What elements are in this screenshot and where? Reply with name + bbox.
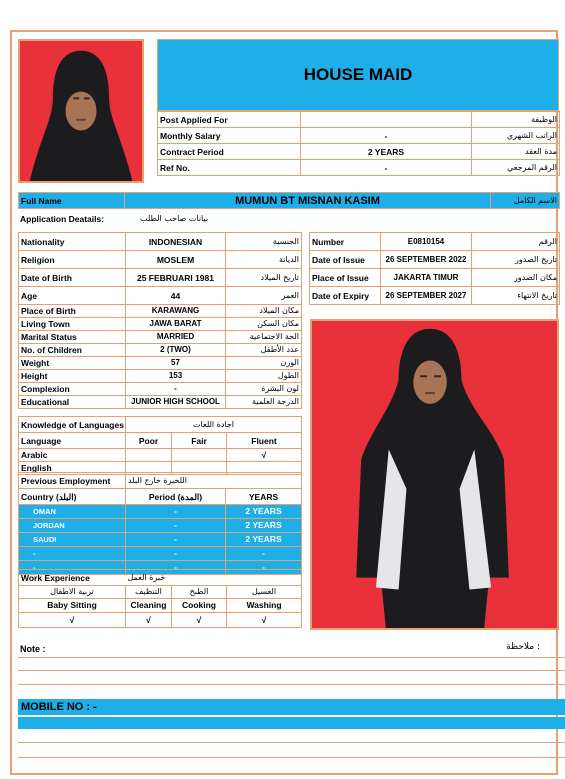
passport-value: JAKARTA TIMUR — [381, 269, 472, 287]
application-label: Application Deatails: — [20, 213, 105, 224]
work-skill-ar: تربية الاطفال — [19, 586, 126, 599]
language-name: Arabic — [19, 449, 126, 462]
work-row — [19, 613, 302, 628]
language-poor — [126, 449, 172, 462]
application-row — [18, 211, 301, 226]
passport-ar: تاريخ الصدور — [472, 251, 560, 269]
post-row — [158, 144, 560, 160]
passport-table — [309, 232, 560, 305]
personal-ar: الدرجة العلمية — [226, 396, 302, 409]
languages-label: Knowledge of Languages — [19, 417, 126, 433]
personal-row — [19, 331, 302, 344]
passport-row — [310, 287, 560, 305]
personal-row — [19, 269, 302, 287]
employment-years: - — [226, 561, 302, 575]
employment-period: - — [126, 533, 226, 547]
employment-label: Previous Employment — [19, 473, 126, 489]
mobile-bar-lower — [18, 717, 565, 729]
post-row-ar: الرقم المرجعي — [472, 160, 560, 176]
personal-ar: عدد الأطفل — [226, 344, 302, 357]
personal-row — [19, 370, 302, 383]
personal-label: Height — [19, 370, 126, 383]
passport-row — [310, 269, 560, 287]
work-skill-mark: √ — [227, 613, 302, 628]
personal-value: JAWA BARAT — [126, 318, 226, 331]
full-name-bar — [18, 192, 560, 209]
work-ar: خبرة العمل — [126, 570, 302, 586]
lang-header-poor: Poor — [126, 433, 172, 449]
mobile-bar — [18, 699, 565, 715]
personal-ar: الوزن — [226, 357, 302, 370]
page-title: HOUSE MAID — [157, 39, 559, 111]
post-row — [158, 128, 560, 144]
personal-label: Weight — [19, 357, 126, 370]
personal-value: 2 (TWO) — [126, 344, 226, 357]
employment-row — [19, 533, 302, 547]
passport-row — [310, 233, 560, 251]
personal-label: Marital Status — [19, 331, 126, 344]
passport-row — [310, 251, 560, 269]
employment-years: 2 YEARS — [226, 519, 302, 533]
work-label: Work Experience — [19, 570, 126, 586]
language-name: English — [19, 462, 126, 475]
personal-value: 25 FEBRUARI 1981 — [126, 269, 226, 287]
passport-value: 26 SEPTEMBER 2022 — [381, 251, 472, 269]
employment-period: - — [126, 561, 226, 575]
passport-label: Place of Issue — [310, 269, 381, 287]
full-name-label: Full Name — [19, 193, 125, 209]
emp-header-years: YEARS — [226, 489, 302, 505]
work-skill-en: Washing — [227, 599, 302, 613]
post-row-value — [301, 112, 472, 128]
lang-header-fair: Fair — [172, 433, 227, 449]
post-row-label: Ref No. — [158, 160, 301, 176]
note-line — [18, 670, 565, 671]
employment-country: - — [19, 561, 126, 575]
work-row — [19, 586, 302, 599]
lang-header-fluent: Fluent — [227, 433, 302, 449]
employment-row — [19, 505, 302, 519]
language-fair — [172, 449, 227, 462]
personal-value: 57 — [126, 357, 226, 370]
passport-label: Date of Expiry — [310, 287, 381, 305]
personal-value: MOSLEM — [126, 251, 226, 269]
employment-ar: اللخبرة خارج البلد — [126, 473, 302, 489]
personal-row — [19, 251, 302, 269]
post-row-label: Monthly Salary — [158, 128, 301, 144]
personal-ar: مكان الميلاد — [226, 305, 302, 318]
personal-value: JUNIOR HIGH SCHOOL — [126, 396, 226, 409]
personal-label: Place of Birth — [19, 305, 126, 318]
personal-value: MARRIED — [126, 331, 226, 344]
personal-value: - — [126, 383, 226, 396]
note-line — [18, 657, 565, 658]
personal-ar: تاريخ الميلاد — [226, 269, 302, 287]
personal-table — [18, 232, 302, 409]
full-name-value: MUMUN BT MISNAN KASIM — [125, 193, 491, 209]
post-row-ar: مدة العقد — [472, 144, 560, 160]
passport-ar: الرقم — [472, 233, 560, 251]
personal-row — [19, 396, 302, 409]
employment-country: SAUDI — [19, 533, 126, 547]
work-skill-ar: التنظيف — [126, 586, 172, 599]
work-row — [19, 599, 302, 613]
employment-country: JORDAN — [19, 519, 126, 533]
note-ar: ملاحظة : — [506, 642, 540, 652]
footer-line — [18, 742, 565, 743]
personal-ar: الحة الاجتماعية — [226, 331, 302, 344]
work-skill-en: Cooking — [172, 599, 227, 613]
personal-label: Living Town — [19, 318, 126, 331]
application-ar: بيانات صاحب الطلب — [140, 213, 209, 223]
employment-years: 2 YEARS — [226, 505, 302, 519]
note-line — [18, 684, 565, 685]
employment-country: - — [19, 547, 126, 561]
post-row-value: 2 YEARS — [301, 144, 472, 160]
personal-row — [19, 287, 302, 305]
personal-label: Nationality — [19, 233, 126, 251]
post-row-value: - — [301, 128, 472, 144]
lang-header-language: Language — [19, 433, 126, 449]
full-name-ar: الاسم الكامل — [491, 193, 560, 209]
personal-label: Religion — [19, 251, 126, 269]
personal-row — [19, 318, 302, 331]
passport-value: 26 SEPTEMBER 2027 — [381, 287, 472, 305]
personal-ar: الديانة — [226, 251, 302, 269]
passport-label: Date of Issue — [310, 251, 381, 269]
post-row-label: Contract Period — [158, 144, 301, 160]
work-skill-ar: الطبخ — [172, 586, 227, 599]
languages-table — [18, 416, 302, 475]
personal-label: Age — [19, 287, 126, 305]
post-row-ar: الوظيفة — [472, 112, 560, 128]
emp-header-country: Country (البلد) — [19, 489, 126, 505]
employment-period: - — [126, 519, 226, 533]
full-body-photo — [310, 319, 559, 630]
post-row — [158, 112, 560, 128]
work-table — [18, 569, 302, 628]
personal-value: INDONESIAN — [126, 233, 226, 251]
personal-row — [19, 305, 302, 318]
portrait-photo — [18, 39, 144, 183]
employment-country: OMAN — [19, 505, 126, 519]
languages-ar: اجادة اللغات — [126, 417, 302, 433]
work-skill-mark: √ — [126, 613, 172, 628]
note-label: Note : — [20, 644, 46, 654]
post-row-value: - — [301, 160, 472, 176]
personal-value: 153 — [126, 370, 226, 383]
personal-value: KARAWANG — [126, 305, 226, 318]
work-skill-mark: √ — [172, 613, 227, 628]
work-skill-en: Baby Sitting — [19, 599, 126, 613]
personal-label: No. of Children — [19, 344, 126, 357]
work-skill-mark: √ — [19, 613, 126, 628]
post-row — [158, 160, 560, 176]
employment-period: - — [126, 505, 226, 519]
work-skill-ar: الغسيل — [227, 586, 302, 599]
language-row — [19, 449, 302, 462]
passport-ar: مكان الصدور — [472, 269, 560, 287]
personal-label: Educational — [19, 396, 126, 409]
passport-value: E0810154 — [381, 233, 472, 251]
employment-years: 2 YEARS — [226, 533, 302, 547]
personal-ar: العمر — [226, 287, 302, 305]
language-fluent: √ — [227, 449, 302, 462]
employment-row — [19, 547, 302, 561]
footer-line — [18, 757, 565, 758]
personal-value: 44 — [126, 287, 226, 305]
post-table — [157, 111, 560, 176]
mobile-label: MOBILE NO : - — [21, 701, 97, 713]
employment-row — [19, 519, 302, 533]
employment-table — [18, 472, 302, 575]
personal-row — [19, 344, 302, 357]
post-row-label: Post Applied For — [158, 112, 301, 128]
personal-ar: الطول — [226, 370, 302, 383]
personal-ar: لون البشرة — [226, 383, 302, 396]
passport-ar: تاريخ الانتهاء — [472, 287, 560, 305]
personal-ar: مكان السكن — [226, 318, 302, 331]
personal-row — [19, 233, 302, 251]
personal-row — [19, 383, 302, 396]
emp-header-period: Period (المدة) — [126, 489, 226, 505]
passport-label: Number — [310, 233, 381, 251]
employment-years: - — [226, 547, 302, 561]
personal-label: Date of Birth — [19, 269, 126, 287]
employment-period: - — [126, 547, 226, 561]
personal-ar: الجنسية — [226, 233, 302, 251]
work-skill-en: Cleaning — [126, 599, 172, 613]
post-row-ar: الراتب الشهري — [472, 128, 560, 144]
personal-row — [19, 357, 302, 370]
personal-label: Complexion — [19, 383, 126, 396]
